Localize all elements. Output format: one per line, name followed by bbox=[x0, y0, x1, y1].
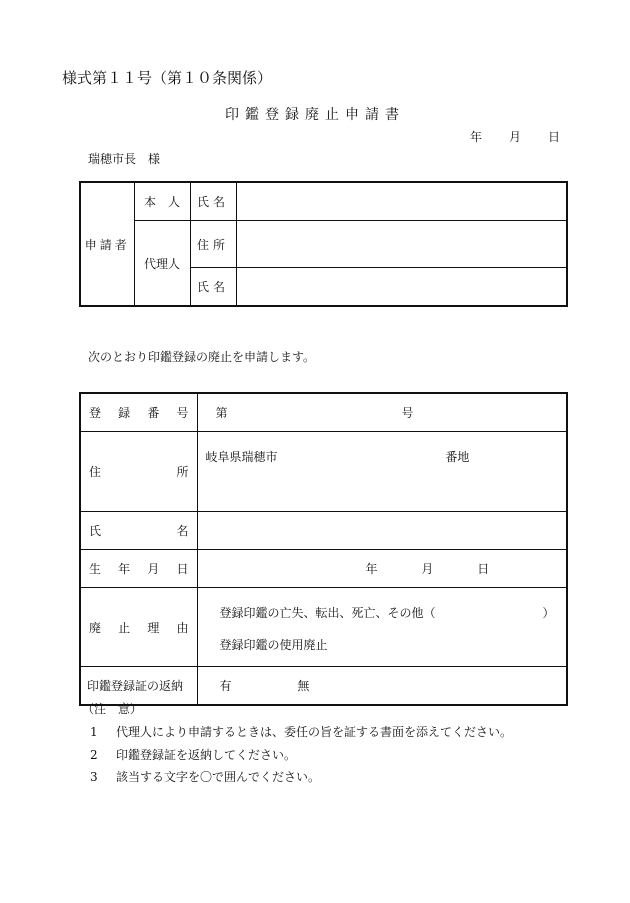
registration-number-label: 登録番号 bbox=[80, 393, 197, 432]
address-field[interactable] bbox=[197, 432, 567, 512]
self-name-field[interactable] bbox=[236, 182, 567, 221]
applicant-table bbox=[79, 181, 568, 307]
date-year-label: 年 bbox=[470, 130, 483, 144]
note-item bbox=[90, 768, 320, 785]
details-table bbox=[79, 392, 568, 706]
birth-day-label: 日 bbox=[477, 562, 490, 576]
reason-field[interactable] bbox=[197, 588, 567, 667]
note-item bbox=[90, 723, 512, 740]
note-text: 代理人により申請するときは、委任の旨を証する書面を添えてください。 bbox=[116, 725, 513, 739]
return-yes-option[interactable]: 有 bbox=[219, 679, 232, 693]
intro-text: 次のとおり印鑑登録の廃止を申請します。 bbox=[88, 350, 316, 364]
addressee: 瑞穂市長 様 bbox=[88, 152, 161, 166]
date-month-label: 月 bbox=[508, 130, 521, 144]
registration-number-field[interactable] bbox=[197, 393, 567, 432]
applicant-group-label: 申請者 bbox=[80, 182, 134, 306]
note-text: 印鑑登録証を返納してください。 bbox=[116, 748, 297, 762]
registration-number-prefix: 第 bbox=[215, 406, 228, 420]
registration-number-suffix: 号 bbox=[401, 406, 414, 420]
note-number: 3 bbox=[90, 770, 98, 784]
reason-option-close-paren: ） bbox=[542, 606, 555, 620]
name-field[interactable] bbox=[197, 512, 567, 550]
address-prefix: 岐阜県瑞穂市 bbox=[205, 450, 278, 464]
address-suffix: 番地 bbox=[445, 450, 470, 464]
birth-date-label: 生年月日 bbox=[80, 550, 197, 588]
reason-label: 廃止理由 bbox=[80, 588, 197, 667]
reason-option-discontinue[interactable]: 登録印鑑の使用廃止 bbox=[219, 638, 328, 652]
document-title: 印鑑登録廃止申請書 bbox=[225, 107, 405, 123]
self-label: 本 人 bbox=[134, 182, 190, 221]
address-label: 住所 bbox=[80, 432, 197, 512]
self-name-label: 氏名 bbox=[190, 182, 236, 221]
note-text: 該当する文字を〇で囲んでください。 bbox=[116, 770, 321, 784]
birth-month-label: 月 bbox=[421, 562, 434, 576]
note-number: 1 bbox=[90, 725, 98, 739]
agent-name-label: 氏名 bbox=[190, 268, 236, 307]
form-number: 様式第１１号（第１０条関係） bbox=[62, 69, 273, 87]
birth-date-field[interactable] bbox=[197, 550, 567, 588]
birth-year-label: 年 bbox=[365, 562, 378, 576]
note-item bbox=[90, 746, 296, 763]
agent-name-field[interactable] bbox=[236, 268, 567, 307]
note-number: 2 bbox=[90, 748, 98, 762]
application-date bbox=[470, 128, 560, 145]
date-day-label: 日 bbox=[547, 130, 560, 144]
notes-heading: （注 意） bbox=[82, 702, 143, 716]
agent-label: 代理人 bbox=[134, 221, 190, 307]
return-card-label: 印鑑登録証の返納 bbox=[80, 667, 197, 706]
return-no-option[interactable]: 無 bbox=[297, 679, 310, 693]
agent-address-field[interactable] bbox=[236, 221, 567, 268]
reason-option-loss[interactable]: 登録印鑑の亡失、転出、死亡、その他（ bbox=[219, 606, 436, 620]
agent-address-label: 住所 bbox=[190, 221, 236, 268]
return-card-field[interactable] bbox=[197, 667, 567, 706]
name-label: 氏名 bbox=[80, 512, 197, 550]
